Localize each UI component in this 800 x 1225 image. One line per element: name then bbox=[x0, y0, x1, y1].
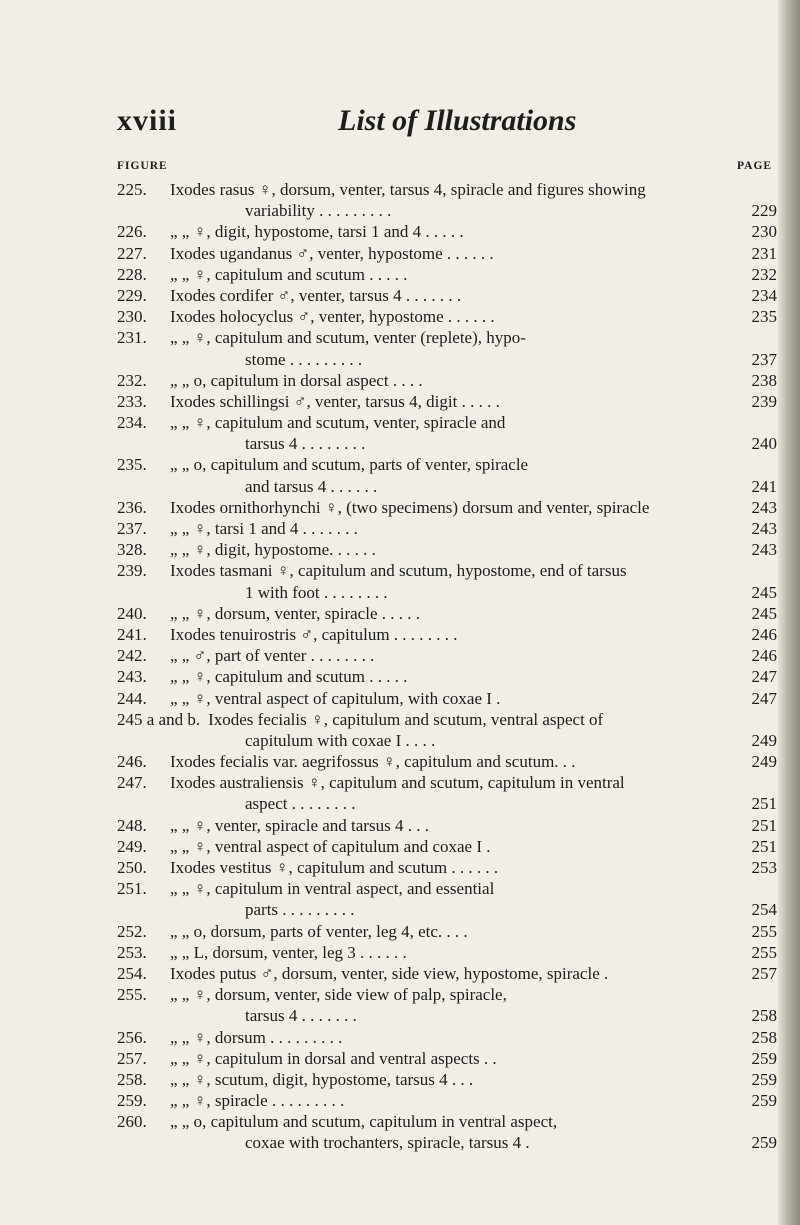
figure-column-heading: FIGURE bbox=[117, 160, 168, 172]
entry-first-line bbox=[117, 625, 777, 646]
page-ref: 234 bbox=[751, 285, 777, 305]
figure-caption: „ „ ♀, scutum, digit, hypostome, tarsus 4 . . . bbox=[170, 1069, 474, 1089]
page-ref: 235 bbox=[751, 307, 777, 327]
list-item bbox=[117, 519, 777, 540]
entry-first-line bbox=[117, 244, 777, 265]
figure-number: 328. bbox=[117, 540, 147, 560]
list-item bbox=[117, 710, 777, 752]
entry-first-line bbox=[117, 392, 777, 413]
entry-first-line bbox=[117, 773, 777, 794]
list-item bbox=[117, 604, 777, 625]
entry-first-line bbox=[117, 519, 777, 540]
figure-number: 254. bbox=[117, 963, 147, 983]
page-ref: 231 bbox=[751, 243, 777, 263]
entry-first-line bbox=[117, 710, 777, 731]
figure-number: 225. bbox=[117, 180, 147, 199]
list-item bbox=[117, 455, 777, 497]
figure-number: 260. bbox=[117, 1112, 147, 1132]
entry-first-line bbox=[117, 307, 777, 328]
figure-caption: „ „ ♂, part of venter . . . . . . . . bbox=[170, 646, 375, 666]
figure-caption: „ „ ♀, venter, spiracle and tarsus 4 . . . bbox=[170, 815, 429, 835]
page-ref: 251 bbox=[751, 815, 777, 835]
figure-number: 239. bbox=[117, 561, 147, 581]
figure-caption: „ „ ♀, capitulum and scutum, venter, spiracle and bbox=[170, 413, 506, 433]
entry-first-line bbox=[117, 328, 777, 349]
page-ref: 246 bbox=[751, 646, 777, 666]
page-ref: 229 bbox=[751, 201, 777, 221]
figure-number: 231. bbox=[117, 328, 147, 348]
page-ref: 251 bbox=[751, 836, 777, 856]
running-header bbox=[0, 104, 778, 144]
figure-caption: „ „ ♀, dorsum, venter, side view of palp, spiracle, bbox=[170, 985, 507, 1005]
figure-caption: „ „ ♀, dorsum . . . . . . . . . bbox=[170, 1027, 343, 1047]
figure-caption: Ixodes ornithorhynchi ♀, (two specimens) dorsum and venter, spiracle bbox=[170, 497, 650, 517]
figure-caption: „ „ o, dorsum, parts of venter, leg 4, etc. . . . bbox=[170, 921, 468, 941]
figure-caption: „ „ ♀, ventral aspect of capitulum, with coxae I . bbox=[170, 688, 501, 708]
list-item bbox=[117, 752, 777, 773]
figure-caption: „ „ ♀, tarsi 1 and 4 . . . . . . . bbox=[170, 519, 358, 538]
entry-first-line bbox=[117, 667, 777, 688]
list-item bbox=[117, 561, 777, 603]
list-item bbox=[117, 858, 777, 879]
figure-number: 237. bbox=[117, 519, 147, 538]
page-ref: 247 bbox=[751, 688, 777, 708]
page-ref: 255 bbox=[751, 921, 777, 941]
figure-caption: Ixodes fecialis ♀, capitulum and scutum, ventral aspect of bbox=[208, 709, 604, 729]
figure-caption: „ „ ♀, ventral aspect of capitulum and coxae I . bbox=[170, 836, 491, 856]
entry-first-line bbox=[117, 964, 777, 985]
figure-caption: Ixodes rasus ♀, dorsum, venter, tarsus 4, spiracle and figures showing bbox=[170, 180, 646, 199]
list-item bbox=[117, 413, 777, 455]
entry-first-line bbox=[117, 180, 777, 201]
figure-caption: Ixodes australiensis ♀, capitulum and scutum, capitulum in ventral bbox=[170, 773, 625, 793]
figure-number: 258. bbox=[117, 1069, 147, 1089]
figure-caption: capitulum with coxae I . . . . bbox=[245, 730, 436, 750]
page-ref: 249 bbox=[751, 730, 777, 750]
list-item bbox=[117, 1112, 777, 1154]
figure-number: 259. bbox=[117, 1091, 147, 1111]
page-ref: 259 bbox=[751, 1133, 777, 1153]
figure-caption: „ „ ♀, spiracle . . . . . . . . . bbox=[170, 1091, 345, 1111]
figure-number: 252. bbox=[117, 921, 147, 941]
list-item bbox=[117, 540, 777, 561]
figure-caption: „ „ ♀, capitulum and scutum . . . . . bbox=[170, 667, 408, 687]
entry-first-line bbox=[117, 222, 777, 243]
list-item bbox=[117, 879, 777, 921]
page-title: List of Illustrations bbox=[338, 104, 577, 137]
list-item bbox=[117, 1091, 777, 1112]
figure-caption: Ixodes fecialis var. aegrifossus ♀, capitulum and scutum. . . bbox=[170, 752, 576, 772]
figure-caption: „ „ L, dorsum, venter, leg 3 . . . . . . bbox=[170, 942, 407, 962]
page-ref: 245 bbox=[751, 582, 777, 602]
page-ref: 259 bbox=[751, 1069, 777, 1089]
figure-caption: coxae with trochanters, spiracle, tarsus 4 . bbox=[245, 1133, 530, 1153]
page-ref: 258 bbox=[751, 1006, 777, 1026]
page-ref: 239 bbox=[751, 391, 777, 411]
figure-number: 247. bbox=[117, 773, 147, 793]
page-ref: 251 bbox=[751, 794, 777, 814]
list-item bbox=[117, 985, 777, 1027]
page-ref: 254 bbox=[751, 900, 777, 920]
figure-number: 234. bbox=[117, 413, 147, 433]
list-item bbox=[117, 625, 777, 646]
entry-first-line bbox=[117, 604, 777, 625]
entry-continuation-line bbox=[117, 201, 777, 222]
entry-first-line bbox=[117, 985, 777, 1006]
list-item bbox=[117, 1049, 777, 1070]
list-item bbox=[117, 498, 777, 519]
figure-caption: Ixodes vestitus ♀, capitulum and scutum . . . . . . bbox=[170, 858, 499, 877]
page-column-heading: PAGE bbox=[737, 160, 773, 172]
entry-first-line bbox=[117, 1070, 777, 1091]
list-item bbox=[117, 646, 777, 667]
entry-first-line bbox=[117, 1112, 777, 1133]
list-item bbox=[117, 964, 777, 985]
page-ref: 238 bbox=[751, 370, 777, 390]
entry-continuation-line bbox=[117, 434, 777, 455]
page-ref: 253 bbox=[751, 858, 777, 877]
list-item bbox=[117, 307, 777, 328]
figure-caption: „ „ ♀, digit, hypostome. . . . . . bbox=[170, 540, 376, 560]
entry-first-line bbox=[117, 1049, 777, 1070]
entry-first-line bbox=[117, 689, 777, 710]
figure-caption: Ixodes cordifer ♂, venter, tarsus 4 . . . . . . . bbox=[170, 285, 462, 305]
page-ref: 232 bbox=[751, 264, 777, 284]
entry-first-line bbox=[117, 858, 777, 879]
figure-caption: „ „ ♀, dorsum, venter, spiracle . . . . . bbox=[170, 603, 420, 623]
page-number: xviii bbox=[117, 104, 178, 137]
entry-first-line bbox=[117, 498, 777, 519]
illustration-list bbox=[117, 180, 777, 1155]
entry-first-line bbox=[117, 837, 777, 858]
figure-caption: Ixodes tenuirostris ♂, capitulum . . . . . . . . bbox=[170, 624, 458, 644]
entry-first-line bbox=[117, 752, 777, 773]
figure-caption: variability . . . . . . . . . bbox=[245, 201, 392, 221]
list-item bbox=[117, 689, 777, 710]
figure-caption: „ „ o, capitulum and scutum, parts of venter, spiracle bbox=[170, 455, 529, 475]
figure-caption: Ixodes holocyclus ♂, venter, hypostome . . . . . . bbox=[170, 307, 495, 327]
entry-continuation-line bbox=[117, 794, 777, 815]
figure-caption: „ „ ♀, digit, hypostome, tarsi 1 and 4 . . . . . bbox=[170, 222, 464, 242]
figure-number: 257. bbox=[117, 1048, 147, 1068]
figure-number: 255. bbox=[117, 985, 147, 1005]
figure-number: 242. bbox=[117, 646, 147, 666]
page-ref: 237 bbox=[751, 349, 777, 369]
entry-first-line bbox=[117, 540, 777, 561]
figure-caption: stome . . . . . . . . . bbox=[245, 349, 363, 369]
figure-caption: 1 with foot . . . . . . . . bbox=[245, 582, 388, 602]
entry-first-line bbox=[117, 265, 777, 286]
figure-number: 233. bbox=[117, 391, 147, 411]
entry-first-line bbox=[117, 455, 777, 476]
entry-first-line bbox=[117, 922, 777, 943]
entry-continuation-line bbox=[117, 477, 777, 498]
figure-number: 248. bbox=[117, 815, 147, 835]
figure-caption: „ „ ♀, capitulum in dorsal and ventral aspects . . bbox=[170, 1048, 497, 1068]
figure-number: 253. bbox=[117, 942, 147, 962]
page-ref: 240 bbox=[751, 434, 777, 454]
list-item bbox=[117, 286, 777, 307]
figure-caption: „ „ ♀, capitulum and scutum . . . . . bbox=[170, 264, 408, 284]
entry-first-line bbox=[117, 879, 777, 900]
entry-continuation-line bbox=[117, 1133, 777, 1154]
figure-caption: „ „ ♀, capitulum and scutum, venter (replete), hypo- bbox=[170, 328, 526, 348]
figure-caption: Ixodes putus ♂, dorsum, venter, side view, hypostome, spiracle . bbox=[170, 963, 609, 983]
page-ref: 259 bbox=[751, 1091, 777, 1111]
figure-number: 226. bbox=[117, 222, 147, 242]
entry-continuation-line bbox=[117, 1006, 777, 1027]
figure-number: 250. bbox=[117, 858, 147, 877]
entry-continuation-line bbox=[117, 350, 777, 371]
list-item bbox=[117, 222, 777, 243]
figure-number: 227. bbox=[117, 243, 147, 263]
list-item bbox=[117, 180, 777, 222]
entry-first-line bbox=[117, 561, 777, 582]
figure-number: 245 a and b. bbox=[117, 709, 201, 729]
figure-caption: parts . . . . . . . . . bbox=[245, 900, 355, 920]
page-ref: 259 bbox=[751, 1048, 777, 1068]
figure-caption: aspect . . . . . . . . bbox=[245, 794, 356, 814]
list-item bbox=[117, 1070, 777, 1091]
figure-caption: and tarsus 4 . . . . . . bbox=[245, 476, 378, 496]
list-item bbox=[117, 943, 777, 964]
figure-caption: Ixodes tasmani ♀, capitulum and scutum, hypostome, end of tarsus bbox=[170, 561, 627, 581]
entry-first-line bbox=[117, 371, 777, 392]
page-ref: 257 bbox=[751, 963, 777, 983]
entry-first-line bbox=[117, 1028, 777, 1049]
list-item bbox=[117, 816, 777, 837]
page-ref: 230 bbox=[751, 222, 777, 242]
figure-caption: Ixodes schillingsi ♂, venter, tarsus 4, digit . . . . . bbox=[170, 391, 500, 411]
list-item bbox=[117, 1028, 777, 1049]
page-ref: 243 bbox=[751, 497, 777, 517]
list-item bbox=[117, 328, 777, 370]
entry-first-line bbox=[117, 286, 777, 307]
entry-first-line bbox=[117, 816, 777, 837]
page-ref: 241 bbox=[751, 476, 777, 496]
figure-caption: „ „ o, capitulum in dorsal aspect . . . . bbox=[170, 370, 423, 390]
page-ref: 243 bbox=[751, 519, 777, 538]
page-ref: 245 bbox=[751, 603, 777, 623]
page-ref: 249 bbox=[751, 752, 777, 772]
page-ref: 247 bbox=[751, 667, 777, 687]
figure-caption: Ixodes ugandanus ♂, venter, hypostome . . . . . . bbox=[170, 243, 494, 263]
list-item bbox=[117, 922, 777, 943]
page-ref: 243 bbox=[751, 540, 777, 560]
figure-number: 241. bbox=[117, 624, 147, 644]
entry-first-line bbox=[117, 413, 777, 434]
figure-caption: tarsus 4 . . . . . . . bbox=[245, 1006, 357, 1026]
figure-number: 240. bbox=[117, 603, 147, 623]
entry-first-line bbox=[117, 1091, 777, 1112]
figure-caption: tarsus 4 . . . . . . . . bbox=[245, 434, 366, 454]
figure-number: 230. bbox=[117, 307, 147, 327]
page-ref: 255 bbox=[751, 942, 777, 962]
book-binding-edge bbox=[778, 0, 800, 1225]
figure-number: 232. bbox=[117, 370, 147, 390]
entry-first-line bbox=[117, 646, 777, 667]
list-item bbox=[117, 667, 777, 688]
list-item bbox=[117, 837, 777, 858]
figure-caption: „ „ o, capitulum and scutum, capitulum in ventral aspect, bbox=[170, 1112, 558, 1132]
page-ref: 246 bbox=[751, 624, 777, 644]
figure-number: 228. bbox=[117, 264, 147, 284]
entry-continuation-line bbox=[117, 731, 777, 752]
figure-number: 235. bbox=[117, 455, 147, 475]
list-item bbox=[117, 773, 777, 815]
entry-first-line bbox=[117, 943, 777, 964]
figure-number: 249. bbox=[117, 836, 147, 856]
list-item bbox=[117, 265, 777, 286]
figure-number: 244. bbox=[117, 688, 147, 708]
figure-caption: „ „ ♀, capitulum in ventral aspect, and essential bbox=[170, 879, 495, 899]
entry-continuation-line bbox=[117, 583, 777, 604]
figure-number: 243. bbox=[117, 667, 147, 687]
entry-continuation-line bbox=[117, 900, 777, 921]
figure-number: 251. bbox=[117, 879, 147, 899]
figure-number: 246. bbox=[117, 752, 147, 772]
list-item bbox=[117, 244, 777, 265]
figure-number: 236. bbox=[117, 497, 147, 517]
list-item bbox=[117, 392, 777, 413]
list-item bbox=[117, 371, 777, 392]
figure-number: 229. bbox=[117, 285, 147, 305]
page-ref: 258 bbox=[751, 1027, 777, 1047]
figure-number: 256. bbox=[117, 1027, 147, 1047]
